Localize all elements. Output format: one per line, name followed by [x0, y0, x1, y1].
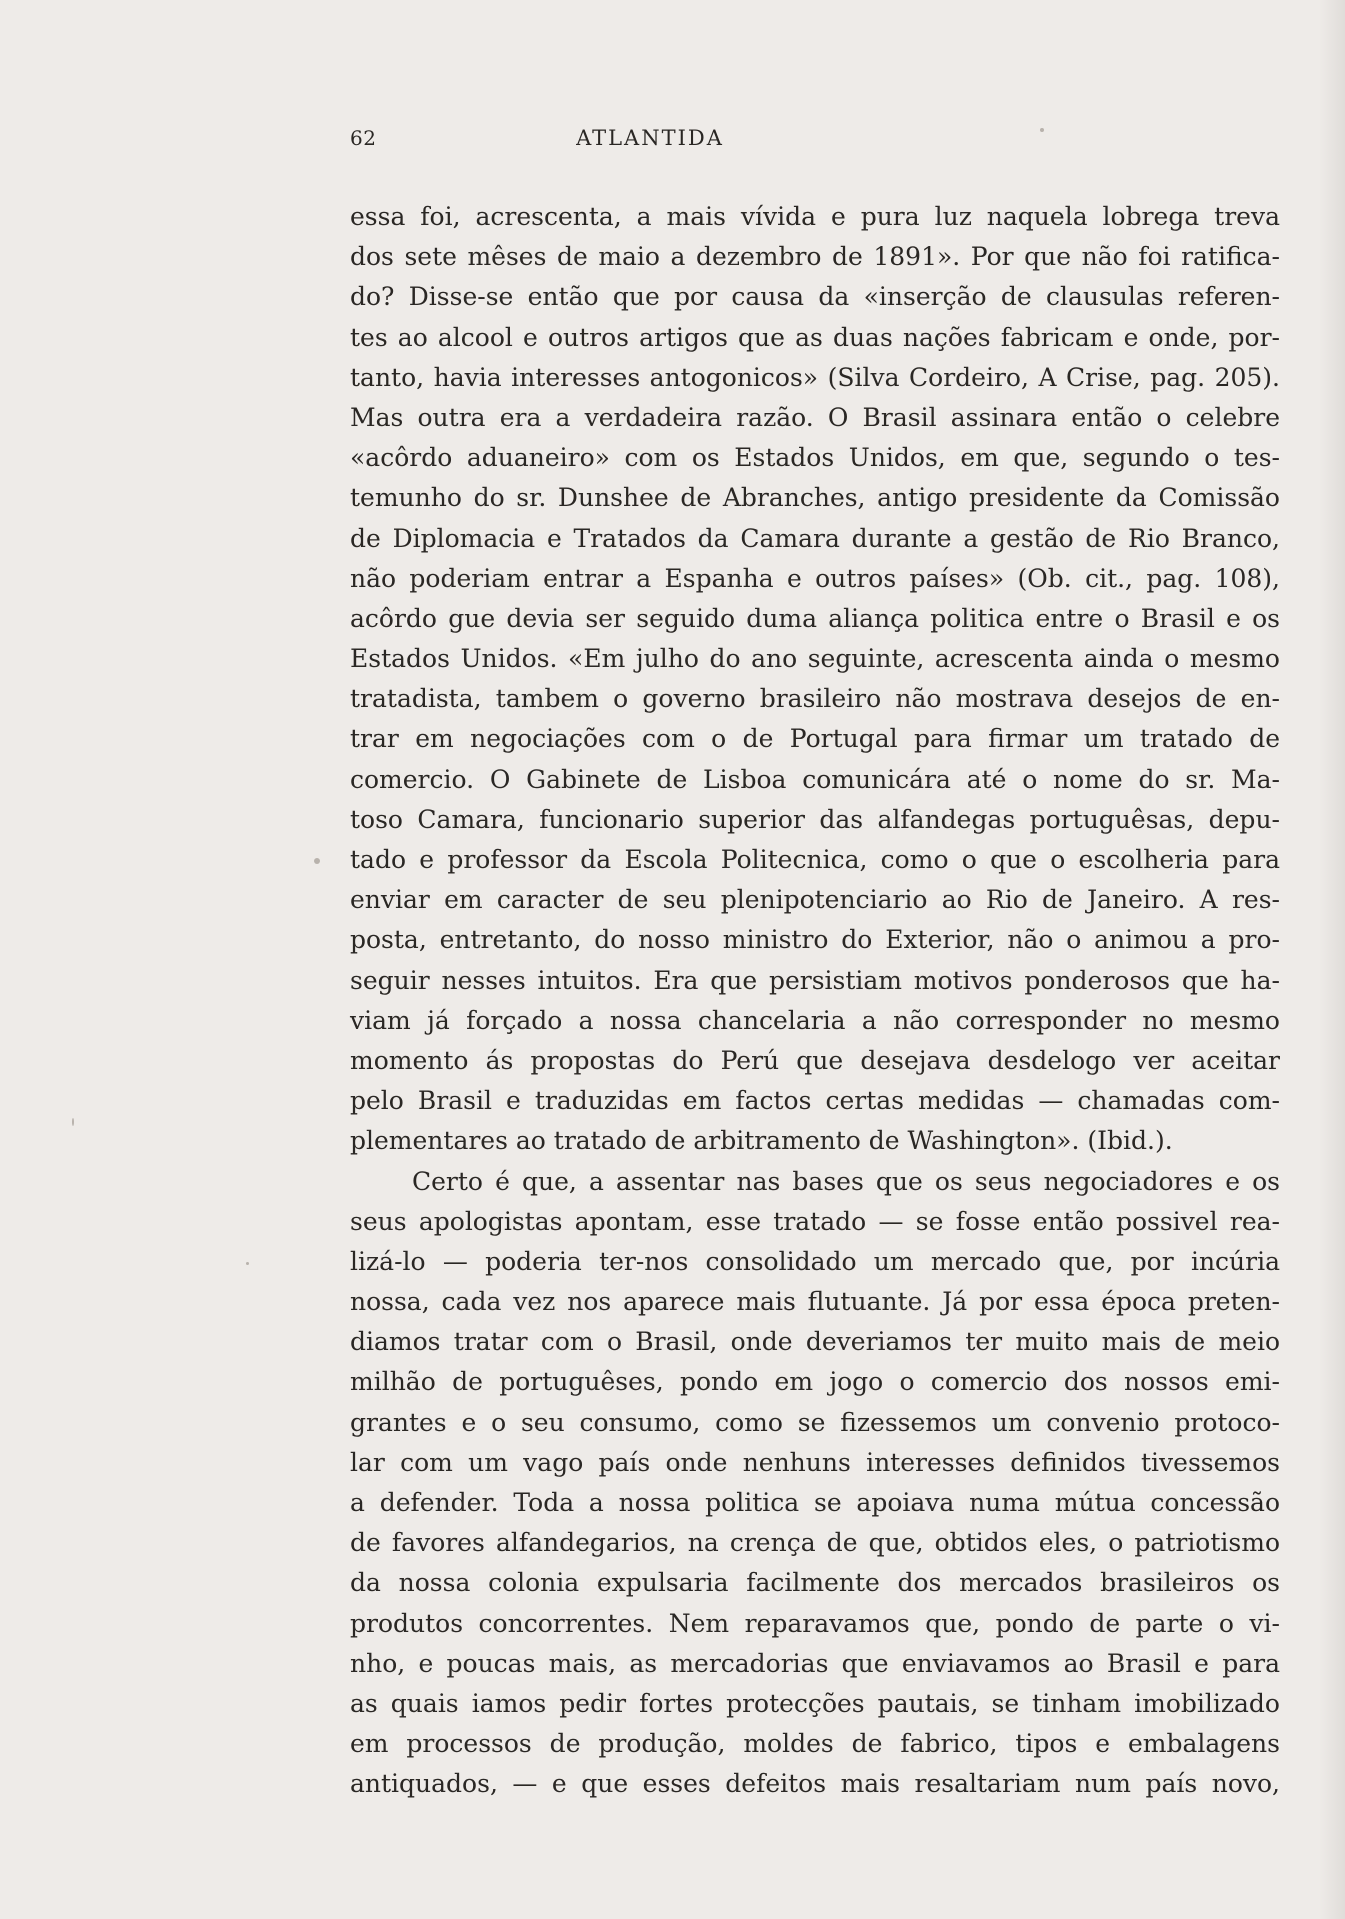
text-line: nossa, cada vez nos aparece mais flutuante. Já por essa época preten-	[350, 1287, 1280, 1317]
text-line: acôrdo gue devia ser seguido duma aliança politica entre o Brasil e os	[350, 603, 1280, 633]
text-line: «acôrdo aduaneiro» com os Estados Unidos, em que, segundo o tes-	[350, 443, 1280, 473]
text-line: momento ás propostas do Perú que desejava desdelogo ver aceitar	[350, 1045, 1280, 1075]
text-line: tanto, havia interesses antogonicos» (Silva Cordeiro, A Crise, pag. 205).	[350, 362, 1280, 392]
text-line: de Diplomacia e Tratados da Camara durante a gestão de Rio Branco,	[350, 523, 1280, 553]
paragraph-end-line: plementares ao tratado de arbitramento de Washington». (Ibid.).	[350, 1126, 1173, 1156]
text-line: lizá-lo — poderia ter-nos consolidado um mercado que, por incúria	[350, 1246, 1280, 1276]
text-line: tado e professor da Escola Politecnica, como o que o escolheria para	[350, 845, 1280, 874]
text-line: tes ao alcool e outros artigos que as duas nações fabricam e onde, por-	[350, 322, 1280, 352]
paper-speck	[1040, 128, 1044, 132]
text-line: Estados Unidos. «Em julho do ano seguinte, acrescenta ainda o mesmo	[350, 644, 1280, 674]
text-line: a defender. Toda a nossa politica se apoiava numa mútua concessão	[350, 1488, 1280, 1517]
text-line: em processos de produção, moldes de fabrico, tipos e embalagens	[350, 1729, 1280, 1759]
text-line: enviar em caracter de seu plenipotenciario ao Rio de Janeiro. A res-	[350, 885, 1280, 915]
text-line: as quais iamos pedir fortes protecções pautais, se tinham imobilizado	[350, 1688, 1280, 1718]
text-line: comercio. O Gabinete de Lisboa comunicára até o nome do sr. Ma-	[350, 764, 1280, 794]
page-number: 62	[350, 126, 377, 150]
text-line: viam já forçado a nossa chancelaria a não corresponder no mesmo	[350, 1005, 1280, 1035]
text-line: da nossa colonia expulsaria facilmente dos mercados brasileiros os	[350, 1568, 1280, 1598]
text-line: seguir nesses intuitos. Era que persistiam motivos ponderosos que ha-	[350, 965, 1280, 995]
text-line: de favores alfandegarios, na crença de que, obtidos eles, o patriotismo	[350, 1528, 1280, 1558]
text-line: antiquados, — e que esses defeitos mais resaltariam num país novo,	[350, 1769, 1280, 1799]
text-line: seus apologistas apontam, esse tratado — se fosse então possivel rea-	[350, 1206, 1280, 1236]
text-line: trar em negociações com o de Portugal para firmar um tratado de	[350, 724, 1280, 754]
text-line: pelo Brasil e traduzidas em factos certas medidas — chamadas com-	[350, 1086, 1280, 1116]
page-header	[350, 126, 950, 160]
text-line: grantes e o seu consumo, como se fizessemos um convenio protoco-	[350, 1407, 1280, 1437]
text-line: Mas outra era a verdadeira razão. O Brasil assinara então o celebre	[350, 402, 1280, 432]
text-line: temunho do sr. Dunshee de Abranches, antigo presidente da Comissão	[350, 483, 1280, 513]
paragraph-start-line: Certo é que, a assentar nas bases que os seus negociadores e os	[412, 1166, 1280, 1196]
text-line: nho, e poucas mais, as mercadorias que enviavamos ao Brasil e para	[350, 1648, 1280, 1678]
text-line: toso Camara, funcionario superior das alfandegas portuguêsas, depu-	[350, 804, 1280, 834]
text-line: produtos concorrentes. Nem reparavamos que, pondo de parte o vi-	[350, 1608, 1280, 1638]
text-line: lar com um vago país onde nenhuns interesses definidos tivessemos	[350, 1447, 1280, 1477]
text-line: milhão de portuguêses, pondo em jogo o comercio dos nossos emi-	[350, 1367, 1280, 1397]
body-text	[350, 197, 1280, 1805]
paper-speck	[246, 1262, 249, 1265]
text-line: tratadista, tambem o governo brasileiro não mostrava desejos de en-	[350, 684, 1280, 714]
running-title: ATLANTIDA	[576, 126, 724, 150]
paper-speck	[72, 1118, 74, 1126]
text-line: não poderiam entrar a Espanha e outros países» (Ob. cit., pag. 108),	[350, 563, 1280, 593]
text-line: do? Disse-se então que por causa da «inserção de clausulas referen-	[350, 282, 1280, 312]
paper-speck	[314, 858, 320, 864]
text-line: dos sete mêses de maio a dezembro de 1891». Por que não foi ratifica-	[350, 242, 1280, 272]
page-edge-shadow	[1319, 0, 1345, 1919]
text-line: essa foi, acrescenta, a mais vívida e pura luz naquela lobrega treva	[350, 202, 1280, 231]
text-line: diamos tratar com o Brasil, onde deveriamos ter muito mais de meio	[350, 1327, 1280, 1357]
text-line: posta, entretanto, do nosso ministro do Exterior, não o animou a pro-	[350, 925, 1280, 955]
